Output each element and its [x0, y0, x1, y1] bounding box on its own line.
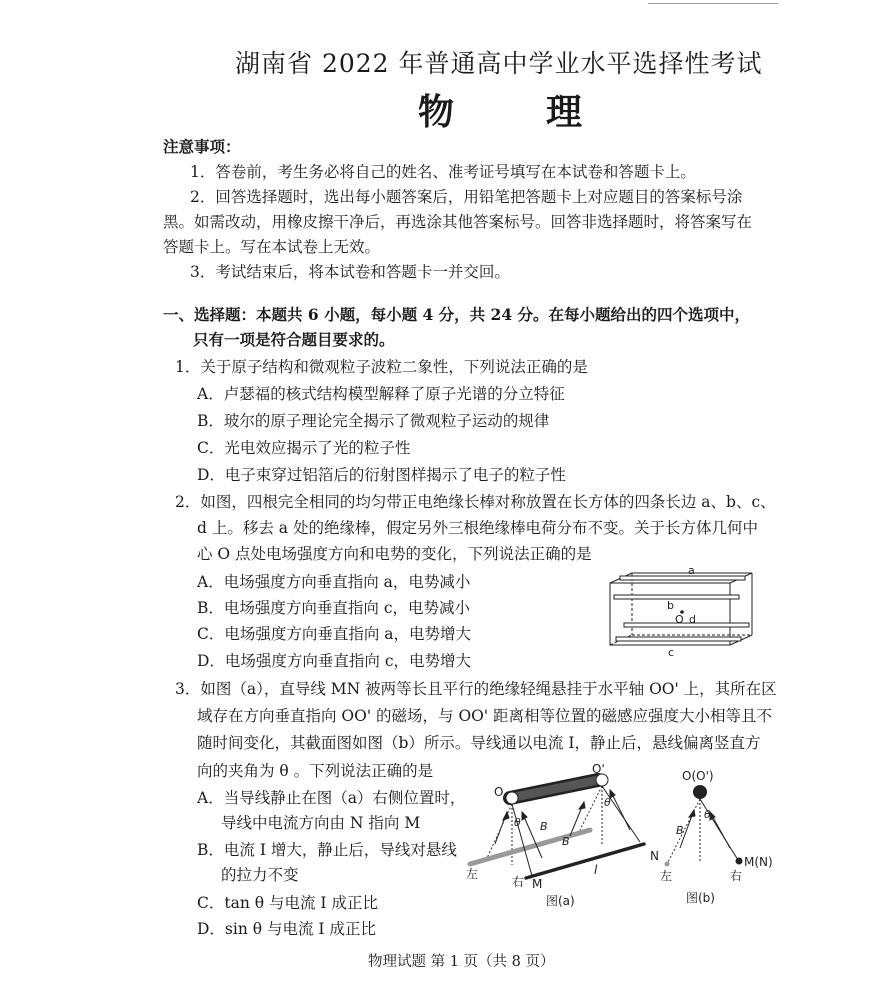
wire-mn-section — [736, 858, 743, 865]
fig-a-caption: 图(a) — [546, 894, 575, 908]
q3-stem-4: 向的夹角为 θ 。下列说法正确的是 — [197, 762, 434, 780]
q3-figure-b — [658, 768, 788, 908]
q2-stem-3: 心 O 点处电场强度方向和电势的变化，下列说法正确的是 — [197, 545, 592, 563]
q3-figure-a — [462, 760, 667, 910]
fig-b-oo: O(O') — [682, 769, 714, 783]
section-heading-cont: 只有一项是符合题目要求的。 — [193, 330, 395, 349]
fig-a-b-2: B — [562, 835, 570, 848]
notice-item-2-cont2: 答题卡上。写在本试卷上无效。 — [163, 238, 381, 256]
q3-option-a-cont: 导线中电流方向由 N 指向 M — [221, 814, 421, 832]
fig-a-n: N — [650, 849, 659, 863]
wire-mn — [526, 844, 644, 878]
q2-stem-2: d 上。移去 a 处的绝缘棒，假定另外三根绝缘棒电荷分布不变。关于长方体几何中 — [197, 519, 758, 537]
q3-option-b-cont: 的拉力不变 — [221, 866, 299, 884]
q2-stem-1: 2．如图，四根完全相同的均匀带正电绝缘长棒对称放置在长方体的四条长边 a、b、c、 — [175, 493, 776, 511]
label-a: a — [688, 565, 695, 577]
q2-option-b: B．电场强度方向垂直指向 c，电势减小 — [197, 599, 470, 617]
fig-a-o-prime: O' — [592, 762, 605, 776]
q3-option-d: D．sin θ 与电流 I 成正比 — [197, 920, 376, 938]
q1-option-d: D．电子束穿过铝箔后的衍射图样揭示了电子的粒子性 — [197, 466, 566, 484]
q3-option-c: C．tan θ 与电流 I 成正比 — [197, 894, 378, 912]
fig-a-b-1: B — [540, 820, 548, 833]
rod-b — [614, 595, 739, 599]
fig-a-l: l — [594, 863, 598, 877]
top-rule — [648, 3, 778, 4]
fig-a-right: 右 — [512, 875, 525, 889]
notice-heading: 注意事项： — [163, 137, 241, 156]
fig-b-caption: 图(b) — [686, 891, 715, 905]
axis-cross-section — [693, 785, 707, 799]
fig-b-right: 右 — [730, 869, 743, 883]
q3-stem-1: 3．如图（a），直导线 MN 被两等长且平行的绝缘轻绳悬挂于水平轴 OO' 上，其所在区 — [175, 680, 777, 698]
fig-a-o: O — [494, 785, 504, 799]
notice-item-2-cont: 黑。如需改动，用橡皮擦干净后，再选涂其他答案标号。回答非选择题时，将答案写在 — [163, 213, 753, 231]
fig-a-theta-2: θ — [604, 796, 611, 809]
page-footer: 物理试题 第 1 页（共 8 页） — [368, 954, 555, 970]
rod-c — [616, 637, 741, 641]
fig-b-theta: θ — [704, 808, 711, 821]
q3-stem-3: 随时间变化，其截面图如图（b）所示。导线通以电流 I，静止后，悬线偏离竖直方 — [197, 734, 761, 752]
notice-item-2: 2．回答选择题时，选出每小题答案后，用铅笔把答题卡上对应题目的答案标号涂 — [190, 188, 743, 206]
q3-option-a: A．当导线静止在图（a）右侧位置时， — [197, 789, 466, 807]
fig-b-mn: M(N) — [744, 855, 773, 869]
exam-title: 湖南省 2022 年普通高中学业水平选择性考试 — [235, 49, 763, 78]
q2-option-a: A．电场强度方向垂直指向 a，电势减小 — [197, 573, 471, 591]
q1-stem: 1．关于原子结构和微观粒子波粒二象性，下列说法正确的是 — [175, 358, 588, 376]
axis-oo-rod — [510, 780, 598, 798]
label-b: b — [667, 599, 674, 612]
label-c: c — [668, 646, 675, 659]
q3-option-b: B．电流 I 增大，静止后，导线对悬线 — [197, 841, 457, 859]
section-heading: 一、选择题：本题共 6 小题，每小题 4 分，共 24 分。在每小题给出的四个选项中， — [163, 305, 751, 324]
notice-item-3: 3．考试结束后，将本试卷和答题卡一并交回。 — [190, 263, 510, 281]
wire-left-section — [665, 862, 670, 867]
label-o: O — [675, 613, 684, 626]
rod-d — [624, 623, 749, 627]
wire-left-position — [470, 830, 590, 864]
fig-b-b: B — [676, 824, 684, 837]
subject-title: 物 理 — [418, 91, 611, 133]
fig-b-left: 左 — [660, 869, 673, 883]
q2-option-c: C．电场强度方向垂直指向 a，电势增大 — [197, 625, 472, 643]
q3-stem-2: 域存在方向垂直指向 OO' 的磁场，与 OO' 距离相等位置的磁感应强度大小相等且不 — [197, 707, 773, 725]
notice-item-1: 1．答卷前，考生务必将自己的姓名、准考证号填写在本试卷和答题卡上。 — [190, 163, 696, 181]
q2-option-d: D．电场强度方向垂直指向 c，电势增大 — [197, 652, 472, 670]
fig-a-m: M — [532, 877, 543, 891]
q1-option-a: A．卢瑟福的核式结构模型解释了原子光谱的分立特征 — [197, 385, 565, 403]
q2-box-figure — [600, 565, 765, 660]
fig-a-left: 左 — [466, 867, 479, 881]
q1-option-b: B．玻尔的原子理论完全揭示了微观粒子运动的规律 — [197, 412, 550, 430]
q1-option-c: C．光电效应揭示了光的粒子性 — [197, 439, 411, 457]
label-d: d — [689, 613, 696, 626]
rod-a — [620, 576, 745, 580]
fig-a-theta-1: θ — [514, 816, 521, 829]
